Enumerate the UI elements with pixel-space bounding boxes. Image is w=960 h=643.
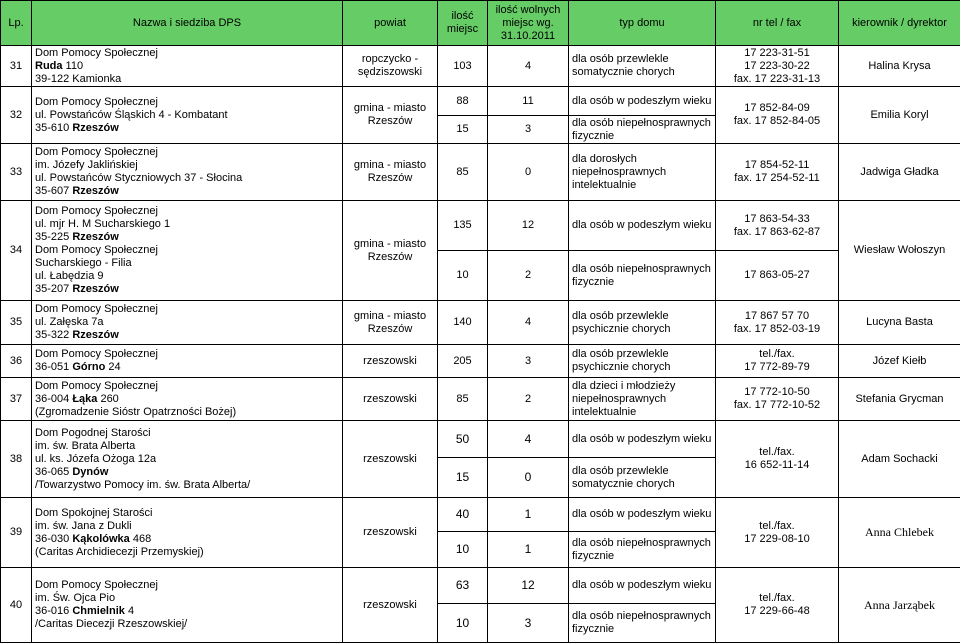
powiat-cell [343,201,438,301]
facility-name-address [32,144,343,201]
table-body [1,46,960,643]
places-count: 15 [438,458,488,498]
phone-fax-cell [716,378,839,421]
address-text: 36-016 [35,605,73,617]
home-type-cell [569,301,716,345]
home-type-cell [569,498,716,532]
home-type-line: dla osób niepełnosprawnych [572,116,711,129]
name-line [35,507,339,520]
free-places-count: 2 [488,251,569,301]
phone-fax-line: fax. 17 863-62-87 [733,225,821,238]
home-type-line: dla osób przewlekle [572,309,669,322]
table-row [1,378,960,421]
director-name: Wiesław Wołoszyn [839,201,960,301]
phone-fax-line: fax. 17 772-10-52 [733,399,821,411]
phone-fax-line: tel./fax. [759,446,795,458]
free-places-count: 0 [488,144,569,201]
director-name: Józef Kiełb [839,345,960,378]
row-number: 40 [1,568,32,643]
phone-fax-cell [716,87,839,144]
header-phone-fax: nr tel / fax [716,1,839,46]
table-row [1,568,960,604]
powiat-cell [343,46,438,87]
name-line [35,73,339,86]
address-text: Dom Pomocy Społecznej [35,146,158,158]
address-text: 24 [105,361,121,373]
free-places-count: 3 [488,116,569,144]
home-type-cell [569,116,716,144]
phone-fax-cell [716,251,839,301]
director-name: Halina Krysa [839,46,960,87]
powiat-line: Rzeszów [367,172,413,184]
free-places-count: 1 [488,532,569,568]
powiat-line: rzeszowski [363,452,417,465]
name-line [35,185,339,198]
home-type-line: dla osób w podeszłym wieku [572,432,712,445]
places-count: 88 [438,87,488,116]
name-line [35,146,339,159]
director-name: Stefania Grycman [839,378,960,421]
address-text: 35-225 [35,231,73,243]
home-type-line: dla dzieci i młodzieży [572,379,676,392]
address-text: ul. ks. Józefa Ożoga 12a [35,452,157,465]
facility-name-address [32,301,343,345]
name-line [35,231,339,244]
home-type-line: dla dorosłych [572,152,637,165]
table-row [1,201,960,251]
home-type-line: psychicznie chorych [572,361,671,373]
home-type-line: fizycznie [572,129,615,142]
row-number: 38 [1,421,32,498]
home-type-line: dla osób w podeszłym wieku [572,219,712,231]
row-number: 35 [1,301,32,345]
phone-fax-cell [716,144,839,201]
address-text: /Towarzystwo Pomocy im. św. Brata Alberta/ [35,478,251,491]
powiat-line: gmina - miasto [353,102,427,114]
powiat-cell [343,87,438,144]
address-text: 36-065 [35,465,73,478]
address-text: 4 [124,605,135,617]
address-text: im. św. Brata Alberta [35,439,136,452]
header-free-places: ilość wolnych miejsc wg. 31.10.2011 [488,1,569,46]
powiat-line: rzeszowski [363,354,417,367]
home-type-line: intelektualnie [572,178,637,191]
facility-name-address [32,345,343,378]
locality-name: Rzeszów [72,185,119,197]
home-type-line: dla osób przewlekle [572,53,669,65]
address-text: 260 [97,392,119,405]
phone-fax-line: 16 652-11-14 [744,459,810,471]
header-director: kierownik / dyrektor [839,1,960,46]
locality-name: Chmielnik [72,605,125,617]
powiat-line: gmina - miasto [353,237,427,250]
locality-name: Łąka [72,392,98,405]
places-count: 15 [438,116,488,144]
row-number: 37 [1,378,32,421]
home-type-line: dla osób w podeszłym wieku [572,94,712,107]
home-type-line: dla osób niepełnosprawnych [572,262,711,275]
row-number: 34 [1,201,32,301]
name-line [35,244,339,257]
places-count: 10 [438,532,488,568]
name-line [35,218,339,231]
facility-name-address [32,46,343,87]
address-text: Sucharskiego - Filia [35,257,132,269]
table-row [1,46,960,87]
address-text: ul. Powstańców Śląskich 4 - Kombatant [35,108,228,121]
address-text: ul. mjr H. M Sucharskiego 1 [35,218,171,230]
address-text: ul. Załęska 7a [35,316,104,328]
phone-fax-line: tel./fax. [759,519,795,532]
places-count: 50 [438,421,488,458]
phone-fax-line: 17 852-84-09 [744,102,810,114]
locality-name: Kąkolówka [72,532,130,545]
phone-fax-line: 17 229-08-10 [744,532,810,545]
address-text: 35-610 [35,121,73,134]
places-count: 135 [438,201,488,251]
powiat-cell [343,378,438,421]
name-line [35,159,339,172]
header-name: Nazwa i siedziba DPS [32,1,343,46]
address-text: 35-207 [35,283,73,295]
name-line [35,605,339,618]
header-powiat: powiat [343,1,438,46]
powiat-line: rzeszowski [363,598,417,611]
powiat-line: sędziszowski [357,66,423,78]
name-line [35,329,339,342]
places-count: 205 [438,345,488,378]
home-type-line: intelektualnie [572,405,637,418]
home-type-line: somatycznie chorych [572,477,675,490]
row-number: 33 [1,144,32,201]
header-places: ilość miejsc [438,1,488,46]
phone-fax-line: 17 863-54-33 [744,212,810,225]
director-name: Emilia Koryl [839,87,960,144]
phone-fax-line: 17 772-89-79 [744,361,810,373]
places-count: 40 [438,498,488,532]
phone-fax-cell [716,421,839,498]
name-line [35,440,339,453]
home-type-cell [569,604,716,643]
table-header-row [1,1,960,46]
name-line [35,533,339,546]
name-line [35,122,339,135]
powiat-line: ropczycko - [361,53,419,65]
free-places-count: 12 [488,201,569,251]
places-count: 140 [438,301,488,345]
places-count: 85 [438,378,488,421]
phone-fax-line: 17 854-52-11 [744,159,810,171]
phone-fax-line: fax. 17 852-03-19 [733,322,821,335]
address-text: ul. Łabędzia 9 [35,270,104,282]
locality-name: Rzeszów [72,283,119,295]
name-line [35,406,339,419]
facility-name-address [32,498,343,568]
name-line [35,283,339,296]
address-text: 36-051 [35,361,73,373]
powiat-cell [343,568,438,643]
phone-fax-line: tel./fax. [759,348,795,360]
address-text: Dom Pogodnej Starości [35,426,151,439]
powiat-cell [343,301,438,345]
home-type-line: fizycznie [572,275,615,288]
home-type-line: dla osób niepełnosprawnych [572,536,711,549]
address-text: 39-122 Kamionka [35,72,122,85]
row-number: 31 [1,46,32,87]
table-row [1,421,960,458]
address-text: Dom Pomocy Społecznej [35,348,158,360]
home-type-line: dla osób przewlekle [572,348,669,360]
director-name: Adam Sochacki [839,421,960,498]
name-line [35,47,339,60]
name-line [35,618,339,631]
name-line [35,257,339,270]
facility-name-address [32,421,343,498]
phone-fax-line: 17 229-66-48 [744,605,810,617]
places-count: 63 [438,568,488,604]
address-text: Dom Pomocy Społecznej [35,205,158,217]
home-type-cell [569,251,716,301]
home-type-cell [569,201,716,251]
address-text: 110 [62,59,84,72]
locality-name: Rzeszów [72,329,119,341]
name-line [35,96,339,109]
home-type-line: fizycznie [572,623,615,635]
locality-name: Rzeszów [72,121,119,134]
powiat-line: gmina - miasto [353,159,427,171]
director-name: Lucyna Basta [839,301,960,345]
powiat-line: Rzeszów [367,250,413,263]
name-line [35,109,339,122]
table-row [1,498,960,532]
name-line [35,453,339,466]
free-places-count: 1 [488,498,569,532]
locality-name: Rzeszów [72,231,119,243]
facility-name-address [32,568,343,643]
name-line [35,205,339,218]
address-text: /Caritas Diecezji Rzeszowskiej/ [35,618,188,630]
free-places-count: 12 [488,568,569,604]
address-text: Dom Pomocy Społecznej [35,244,158,256]
address-text: Dom Pomocy Społecznej [35,303,158,315]
table-row [1,144,960,201]
facility-name-address [32,201,343,301]
address-text: Dom Pomocy Społecznej [35,46,158,59]
places-count: 85 [438,144,488,201]
address-text: Dom Pomocy Społecznej [35,579,158,591]
phone-fax-line: 17 223-31-51 [744,46,810,59]
name-line [35,270,339,283]
free-places-count: 2 [488,378,569,421]
places-count: 10 [438,604,488,643]
address-text: 35-322 [35,329,73,341]
row-number: 36 [1,345,32,378]
locality-name: Dynów [72,465,109,478]
name-line [35,427,339,440]
powiat-cell [343,421,438,498]
powiat-cell [343,498,438,568]
powiat-line: rzeszowski [363,392,417,405]
name-line [35,479,339,492]
director-name: Anna Chlebek [839,498,960,568]
powiat-line: rzeszowski [363,526,417,538]
powiat-line: gmina - miasto [353,309,427,322]
phone-fax-line: fax. 17 223-31-13 [733,72,821,85]
free-places-count: 4 [488,421,569,458]
powiat-cell [343,345,438,378]
facility-name-address [32,87,343,144]
name-line [35,316,339,329]
name-line [35,60,339,73]
home-type-line: dla osób w podeszłym wieku [572,508,712,520]
name-line [35,172,339,185]
name-line [35,303,339,316]
name-line [35,361,339,374]
name-line [35,592,339,605]
address-text: Dom Spokojnej Starości [35,506,153,519]
address-text: im. Józefy Jaklińskiej [35,159,138,171]
name-line [35,520,339,533]
locality-name: Ruda [35,59,63,72]
phone-fax-cell [716,201,839,251]
phone-fax-cell [716,46,839,87]
phone-fax-cell [716,498,839,568]
phone-fax-line: tel./fax. [759,592,795,604]
home-type-cell [569,568,716,604]
home-type-line: dla osób przewlekle [572,464,669,477]
powiat-line: Rzeszów [367,115,413,127]
address-text: 468 [129,532,152,545]
phone-fax-line: 17 867 57 70 [744,309,810,322]
home-type-line: dla osób niepełnosprawnych [572,610,711,622]
address-text: im. Św. Ojca Pio [35,592,116,604]
powiat-line: Rzeszów [367,322,413,335]
director-name: Jadwiga Gładka [839,144,960,201]
name-line [35,546,339,559]
home-type-cell [569,345,716,378]
header-lp: Lp. [1,1,32,46]
free-places-count: 3 [488,604,569,643]
home-type-cell [569,532,716,568]
powiat-cell [343,144,438,201]
phone-fax-line: 17 772-10-50 [744,386,810,398]
home-type-line: niepełnosprawnych [572,165,667,178]
director-name: Anna Jarząbek [839,568,960,643]
table-row [1,301,960,345]
home-type-cell [569,378,716,421]
home-type-cell [569,46,716,87]
table-row [1,345,960,378]
home-type-line: fizycznie [572,549,615,562]
free-places-count: 11 [488,87,569,116]
facility-name-address [32,378,343,421]
places-count: 10 [438,251,488,301]
name-line [35,380,339,393]
home-type-line: niepełnosprawnych [572,392,667,405]
phone-fax-cell [716,301,839,345]
home-type-cell [569,421,716,458]
home-type-cell [569,87,716,116]
header-home-type: typ domu [569,1,716,46]
home-type-cell [569,458,716,498]
locality-name: Górno [72,361,106,373]
name-line [35,579,339,592]
home-type-line: psychicznie chorych [572,322,671,335]
free-places-count: 0 [488,458,569,498]
name-line [35,466,339,479]
address-text: (Zgromadzenie Sióstr Opatrzności Bożej) [35,405,237,418]
address-text: 36-004 [35,392,73,405]
name-line [35,348,339,361]
home-type-cell [569,144,716,201]
address-text: (Caritas Archidiecezji Przemyskiej) [35,545,204,558]
phone-fax-line: 17 223-30-22 [744,59,810,72]
row-number: 39 [1,498,32,568]
address-text: im. św. Jana z Dukli [35,519,132,532]
phone-fax-cell [716,345,839,378]
phone-fax-cell [716,568,839,643]
places-count: 103 [438,46,488,87]
free-places-count: 3 [488,345,569,378]
home-type-line: somatycznie chorych [572,66,675,78]
table-row [1,87,960,116]
name-line [35,393,339,406]
free-places-count: 4 [488,301,569,345]
free-places-count: 4 [488,46,569,87]
address-text: 36-030 [35,532,73,545]
phone-fax-line: fax. 17 852-84-05 [733,115,821,127]
home-type-line: dla osób w podeszłym wieku [572,579,712,591]
address-text: Dom Pomocy Społecznej [35,379,158,392]
row-number: 32 [1,87,32,144]
address-text: ul. Powstańców Styczniowych 37 - Słocina [35,172,243,184]
address-text: Dom Pomocy Społecznej [35,95,158,108]
phone-fax-line: 17 863-05-27 [744,269,810,281]
address-text: 35-607 [35,185,73,197]
phone-fax-line: fax. 17 254-52-11 [734,172,820,184]
